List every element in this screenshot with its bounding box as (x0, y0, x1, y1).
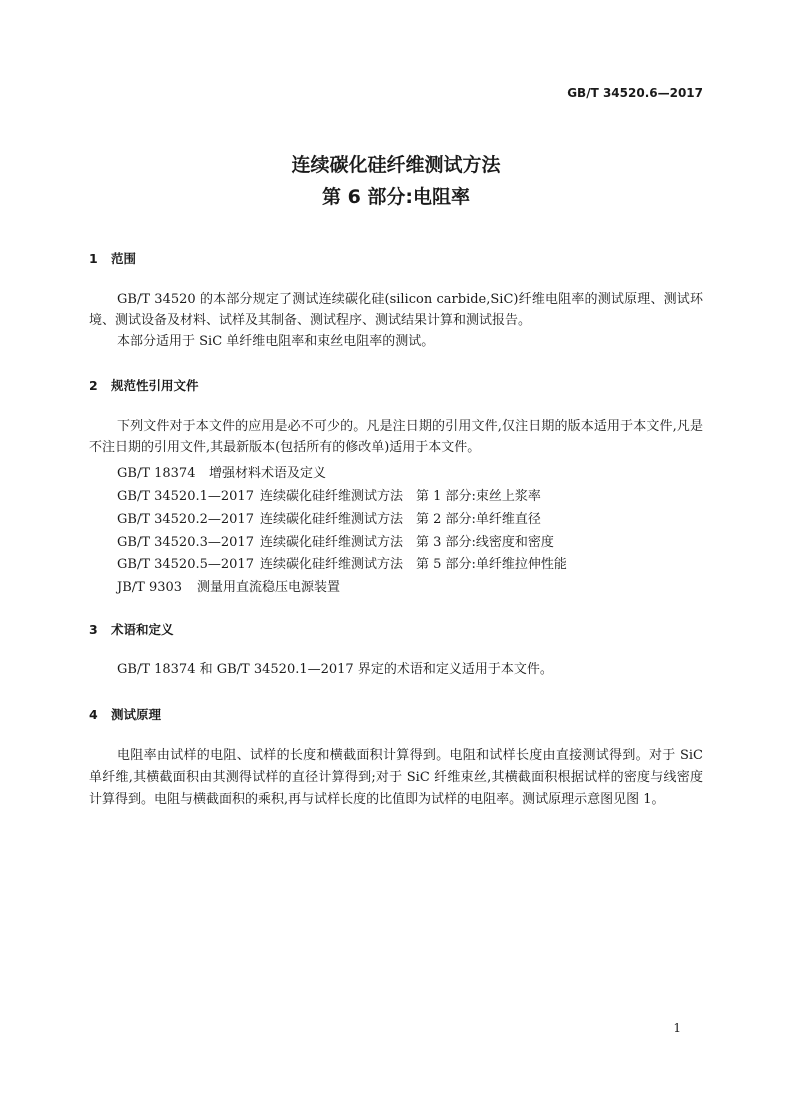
document-title: 连续碳化硅纤维测试方法 (291, 154, 501, 176)
section-heading-principle (89, 705, 161, 723)
document-subtitle: 第 6 部分:电阻率 (321, 186, 471, 208)
reference-code: GB/T 18374 (117, 466, 196, 481)
page-number: 1 (673, 1021, 681, 1035)
reference-title: 连续碳化硅纤维测试方法 第 5 部分:单纤维拉伸性能 (260, 557, 567, 572)
reference-title: 连续碳化硅纤维测试方法 第 3 部分:线密度和密度 (260, 535, 554, 550)
principle-paragraph: 电阻率由试样的电阻、试样的长度和横截面积计算得到。电阻和试样长度由直接测试得到。对于 SiC 单纤维,其横截面积由其测得试样的直径计算得到;对于 SiC 纤维束丝,其横截面积根据试样的密度与线密度计算得到。电阻与横截面积的乘积,再与试样长度的比值即为试样的电阻率。测试原理示意图见图 1。 (89, 748, 703, 807)
section-number: 3 (89, 622, 98, 637)
reference-item (117, 462, 326, 481)
section-heading-terms (89, 620, 174, 638)
reference-code: GB/T 34520.2—2017 (117, 512, 254, 527)
section-number: 2 (89, 378, 98, 393)
reference-item (117, 531, 554, 550)
scope-paragraph-1: GB/T 34520 的本部分规定了测试连续碳化硅(silicon carbide,SiC)纤维电阻率的测试原理、测试环境、测试设备及材料、试样及其制备、测试程序、测试结果计算和测试报告。 (89, 292, 703, 328)
section-title: 术语和定义 (111, 622, 174, 637)
section-title: 规范性引用文件 (111, 378, 199, 393)
section-number: 1 (89, 251, 98, 266)
section-title: 测试原理 (111, 707, 162, 722)
references-intro-paragraph: 下列文件对于本文件的应用是必不可少的。凡是注日期的引用文件,仅注日期的版本适用于本文件,凡是不注日期的引用文件,其最新版本(包括所有的修改单)适用于本文件。 (89, 419, 703, 455)
reference-title: 增强材料术语及定义 (209, 466, 327, 481)
reference-item (117, 508, 541, 527)
reference-code: GB/T 34520.3—2017 (117, 535, 254, 550)
section-number: 4 (89, 707, 98, 722)
section-heading-scope (89, 249, 136, 267)
reference-item (117, 576, 340, 595)
section-heading-normative-references (89, 376, 199, 394)
reference-title: 连续碳化硅纤维测试方法 第 2 部分:单纤维直径 (260, 512, 541, 527)
scope-paragraph-2: 本部分适用于 SiC 单纤维电阻率和束丝电阻率的测试。 (117, 334, 435, 349)
standard-code: GB/T 34520.6—2017 (567, 86, 703, 100)
reference-code: JB/T 9303 (117, 580, 183, 595)
reference-item (117, 485, 541, 504)
terms-paragraph: GB/T 18374 和 GB/T 34520.1—2017 界定的术语和定义适用于本文件。 (117, 662, 553, 677)
reference-title: 测量用直流稳压电源装置 (197, 580, 341, 595)
reference-code: GB/T 34520.1—2017 (117, 489, 254, 504)
reference-code: GB/T 34520.5—2017 (117, 557, 254, 572)
reference-item (117, 553, 567, 572)
reference-title: 连续碳化硅纤维测试方法 第 1 部分:束丝上浆率 (260, 489, 541, 504)
section-title: 范围 (111, 251, 137, 266)
